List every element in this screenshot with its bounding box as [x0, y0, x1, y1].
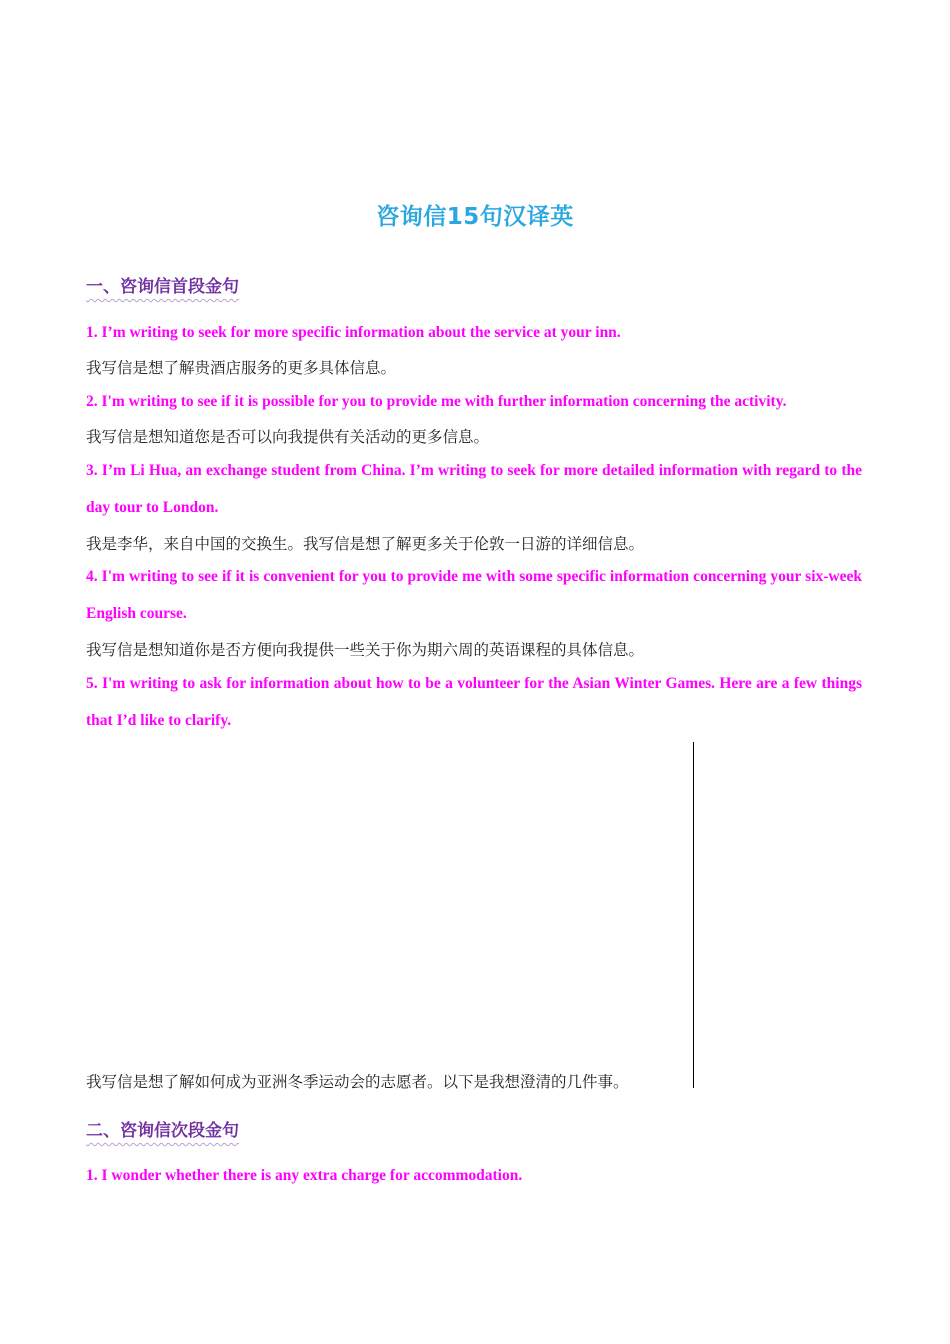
vertical-divider-line	[693, 742, 694, 1088]
chinese-translation-5: 我写信是想了解如何成为亚洲冬季运动会的志愿者。以下是我想澄清的几件事。	[86, 1073, 629, 1091]
page-title: 咨询信15句汉译英	[376, 204, 574, 230]
section-heading-2: 二、咨询信次段金句	[86, 1121, 239, 1141]
english-sentence-3: 3. I’m Li Hua, an exchange student from China. I’m writing to seek for more detailed information with regard to the day tour to London.	[86, 462, 862, 516]
section-heading-1: 一、咨询信首段金句	[86, 277, 239, 297]
chinese-translation-1: 我写信是想了解贵酒店服务的更多具体信息。	[86, 359, 397, 377]
english-sentence-5: 5. I'm writing to ask for information about how to be a volunteer for the Asian Winter Games. Here are a few things that I’d like to clarify.	[86, 675, 862, 729]
chinese-translation-4: 我写信是想知道你是否方便向我提供一些关于你为期六周的英语课程的具体信息。	[86, 641, 645, 659]
english-sentence-2: 2. I'm writing to see if it is possible for you to provide me with further information concerning the activity.	[86, 393, 787, 410]
english-sentence-1: 1. I’m writing to seek for more specific information about the service at your inn.	[86, 324, 621, 341]
english-sentence-6: 1. I wonder whether there is any extra charge for accommodation.	[86, 1167, 523, 1184]
english-sentence-4: 4. I'm writing to see if it is convenient for you to provide me with some specific information concerning your six-week English course.	[86, 568, 862, 622]
chinese-translation-3: 我是李华，来自中国的交换生。我写信是想了解更多关于伦敦一日游的详细信息。	[86, 535, 645, 553]
chinese-translation-2: 我写信是想知道您是否可以向我提供有关活动的更多信息。	[86, 428, 490, 446]
